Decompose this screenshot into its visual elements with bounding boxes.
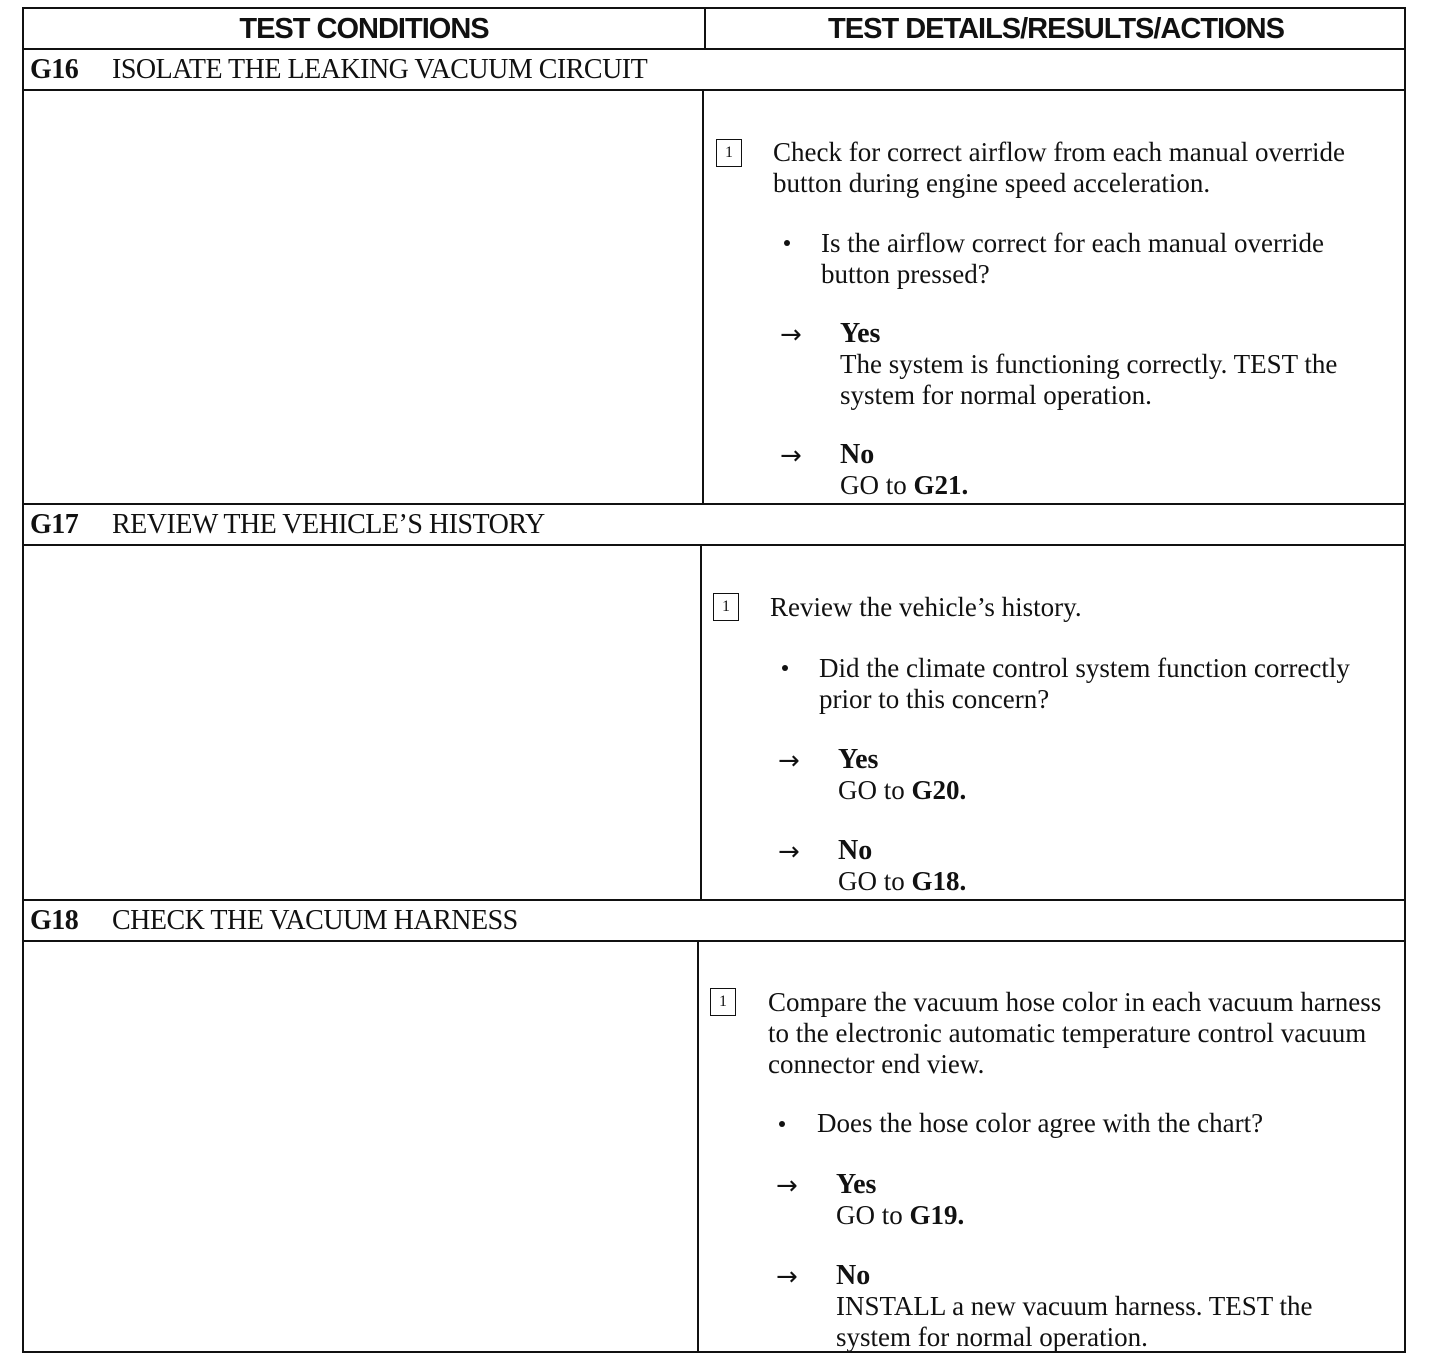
- yes-result-text: [838, 775, 966, 806]
- section-title-g16: [30, 50, 647, 90]
- section-heading: ISOLATE THE LEAKING VACUUM CIRCUIT: [112, 54, 648, 85]
- section-heading: REVIEW THE VEHICLE’S HISTORY: [112, 509, 545, 540]
- yes-result-text: The system is functioning correctly. TEST the system for normal operation.: [840, 349, 1338, 410]
- no-label: No: [836, 1260, 871, 1291]
- no-result-text: [838, 866, 966, 897]
- step-text: Compare the vacuum hose color in each vacuum harness to the electronic automatic temperature control vacuum connector end view.: [768, 987, 1382, 1079]
- bullet-icon: [779, 1121, 785, 1127]
- arrow-right-icon: →: [778, 746, 800, 776]
- goto-prefix: GO to: [838, 775, 905, 805]
- section-code: G18: [30, 905, 79, 936]
- no-result-text: [840, 470, 968, 501]
- step-text: Review the vehicle’s history.: [770, 592, 1082, 622]
- step-number-box: 1: [710, 988, 736, 1016]
- section-title-g18: [30, 901, 518, 941]
- question-text: Does the hose color agree with the chart?: [817, 1108, 1264, 1138]
- goto-reference: G19.: [909, 1200, 965, 1230]
- yes-label: Yes: [840, 318, 881, 349]
- arrow-right-icon: →: [780, 320, 802, 350]
- no-result-text: INSTALL a new vacuum harness. TEST the system for normal operation.: [836, 1291, 1313, 1352]
- column-divider-g17: [700, 545, 702, 900]
- section-heading: CHECK THE VACUUM HARNESS: [112, 905, 518, 936]
- no-label: No: [838, 835, 873, 866]
- section-code: G17: [30, 509, 79, 540]
- goto-reference: G21.: [913, 470, 969, 500]
- arrow-right-icon: →: [778, 837, 800, 867]
- yes-label: Yes: [836, 1169, 877, 1200]
- header-test-details: TEST DETAILS/RESULTS/ACTIONS: [828, 13, 1284, 45]
- question-text: Did the climate control system function correctly prior to this concern?: [819, 653, 1350, 714]
- yes-result-text: [836, 1200, 964, 1231]
- goto-prefix: GO to: [840, 470, 907, 500]
- step-number-box: 1: [716, 139, 742, 167]
- bullet-icon: [782, 665, 788, 671]
- step-text: Check for correct airflow from each manual override button during engine speed acceleration.: [773, 137, 1345, 198]
- yes-label: Yes: [838, 744, 879, 775]
- column-divider-g18: [697, 941, 699, 1353]
- bullet-icon: [784, 240, 790, 246]
- question-text: Is the airflow correct for each manual override button pressed?: [821, 228, 1324, 289]
- section-code: G16: [30, 54, 79, 85]
- arrow-right-icon: →: [780, 441, 802, 471]
- goto-prefix: GO to: [838, 866, 905, 896]
- section-title-g17: [30, 505, 545, 545]
- goto-reference: G20.: [911, 775, 967, 805]
- header-test-conditions: TEST CONDITIONS: [239, 13, 489, 45]
- no-label: No: [840, 439, 875, 470]
- goto-prefix: GO to: [836, 1200, 903, 1230]
- step-number-box: 1: [713, 593, 739, 621]
- goto-reference: G18.: [911, 866, 967, 896]
- column-divider-g16: [702, 90, 704, 504]
- arrow-right-icon: →: [776, 1171, 798, 1201]
- arrow-right-icon: →: [776, 1262, 798, 1292]
